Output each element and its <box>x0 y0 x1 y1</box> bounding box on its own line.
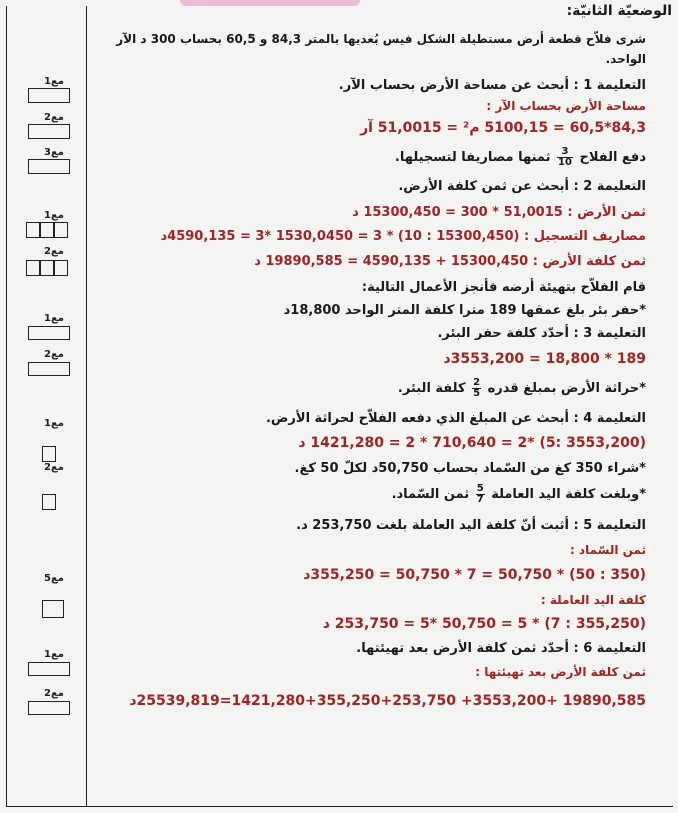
criterion-mark-q1-c3: مع3 <box>44 147 64 158</box>
score-box <box>28 701 70 715</box>
q5-fertilizer-label: ثمن السّماد : <box>569 543 646 557</box>
criterion-mark-q6-c2: مع2 <box>44 688 64 699</box>
q2-land-price: ثمن الأرض : 51,0015 * 300 = 15300,450 د <box>352 205 646 220</box>
score-box <box>28 88 70 103</box>
score-box <box>42 494 56 510</box>
score-box <box>42 600 64 618</box>
score-box <box>28 362 70 376</box>
score-box <box>28 124 70 139</box>
question-1: التعليمة 1 : أبحث عن مساحة الأرض بحساب الآر. <box>338 78 646 93</box>
labor-text-before: *وبلغت كلفة اليد العاملة <box>491 487 646 502</box>
criterion-mark-q3-c2: مع2 <box>44 349 64 360</box>
grading-column-divider <box>86 6 87 806</box>
situation-title: الوضعيّة الثانيّة: <box>566 3 672 19</box>
q2-registration-fees: مصاريف التسجيل : (15300,450 : 10) * 3 = 1530,0450 *3 = 4590,135د <box>160 229 646 244</box>
plowing-statement <box>398 378 646 399</box>
score-box <box>40 222 54 238</box>
question-5: التعليمة 5 : أثبت أنّ كلفة اليد العاملة بلغت 253,750 د. <box>296 518 646 533</box>
criterion-mark-q6-c1: مع1 <box>44 649 64 660</box>
criterion-mark-q5: مع5 <box>44 573 64 584</box>
criterion-mark-q1-c2: مع2 <box>44 112 64 123</box>
score-box <box>26 260 40 276</box>
registration-fees-statement <box>395 147 646 168</box>
question-6: التعليمة 6 : أحدّد ثمن كلفة الأرض بعد تهيئتها. <box>356 641 646 656</box>
criterion-mark-q4-c2: مع2 <box>44 462 64 473</box>
plow-fraction <box>472 378 481 399</box>
labor-text-after: ثمن السّماد. <box>391 487 470 502</box>
q1-answer-label: مساحة الأرض بحساب الآر : <box>486 99 646 113</box>
criterion-mark-q3-c1: مع1 <box>44 313 64 324</box>
labor-fraction <box>476 484 485 505</box>
q5-fertilizer-answer: (350 : 50) * 50,750 = 7 * 50,750 = 355,250د <box>303 567 646 583</box>
score-box <box>28 159 70 174</box>
q4-answer: (3553,200 :5) *2 = 710,640 * 2 = 1421,280 د <box>298 435 646 451</box>
criterion-mark-q1-c1: مع1 <box>44 76 64 87</box>
fraction-denominator: 10 <box>558 157 572 168</box>
score-box <box>42 446 56 462</box>
fertilizer-statement: *شراء 350 كغ من السّماد بحساب 50,750د لكلّ 50 كغ. <box>294 461 646 476</box>
criterion-mark-q2-c2: مع2 <box>44 246 64 257</box>
question-2: التعليمة 2 : أبحث عن ثمن كلفة الأرض. <box>398 179 646 194</box>
labor-statement <box>392 484 646 505</box>
fees-fraction <box>557 147 573 168</box>
score-box <box>40 260 54 276</box>
fees-text-after: ثمنها مصاريفا لتسجيلها. <box>394 150 551 165</box>
score-box <box>54 222 68 238</box>
fraction-denominator: 5 <box>473 388 481 399</box>
question-4: التعليمة 4 : أبحث عن المبلغ الذي دفعه الفلاّح لحراثة الأرض. <box>265 411 646 426</box>
q5-labor-answer: (355,250 : 7) * 5 = 50,750 *5 = 253,750 د <box>322 616 646 632</box>
score-box <box>28 662 70 676</box>
question-3: التعليمة 3 : أحدّد كلفة حفر البئر. <box>437 326 646 341</box>
score-box <box>26 222 40 238</box>
fraction-numerator: 5 <box>476 483 484 494</box>
criterion-mark-q4-c1: مع1 <box>44 418 64 429</box>
q6-answer: 19890,585 +3553,200+ 1421,280+355,250+253,750=25539,819د <box>129 693 646 709</box>
q5-labor-label: كلفة اليد العاملة : <box>540 593 646 607</box>
q1-answer: 84,3*60,5 = 5100,15 م² = 51,0015 آر <box>360 120 646 136</box>
problem-statement-continued: الواحد. <box>605 52 646 66</box>
q2-total-cost: ثمن كلفة الأرض : 15300,450 + 4590,135 = 19890,585 د <box>254 254 646 269</box>
plow-text-before: *حراثة الأرض بمبلغ قدره <box>487 381 646 396</box>
preparation-works-intro: قام الفلاّح بتهيئة أرضه فأنجز الأعمال التالية: <box>361 280 646 295</box>
fraction-numerator: 3 <box>557 147 573 158</box>
problem-statement: شرى فلاّح قطعة أرض مستطيلة الشكل فيس بُعديها بالمتر 84,3 و 60,5 بحساب 300 د الآر <box>116 32 646 46</box>
q6-answer-label: ثمن كلفة الأرض بعد تهيئتها : <box>475 665 646 679</box>
well-digging-statement: *حفر بئر بلغ عمقها 189 مترا كلفة المتر الواحد 18,800د <box>283 303 646 318</box>
score-box <box>28 326 70 340</box>
plow-text-after: كلفة البئر. <box>397 381 466 396</box>
q3-answer: 189 * 18,800 = 3553,200د <box>443 351 646 367</box>
fraction-numerator: 2 <box>473 377 481 388</box>
fraction-denominator: 7 <box>476 494 484 505</box>
criterion-mark-q2-c1: مع1 <box>44 210 64 221</box>
fees-text-before: دفع الفلاح <box>579 150 646 165</box>
score-box <box>54 260 68 276</box>
